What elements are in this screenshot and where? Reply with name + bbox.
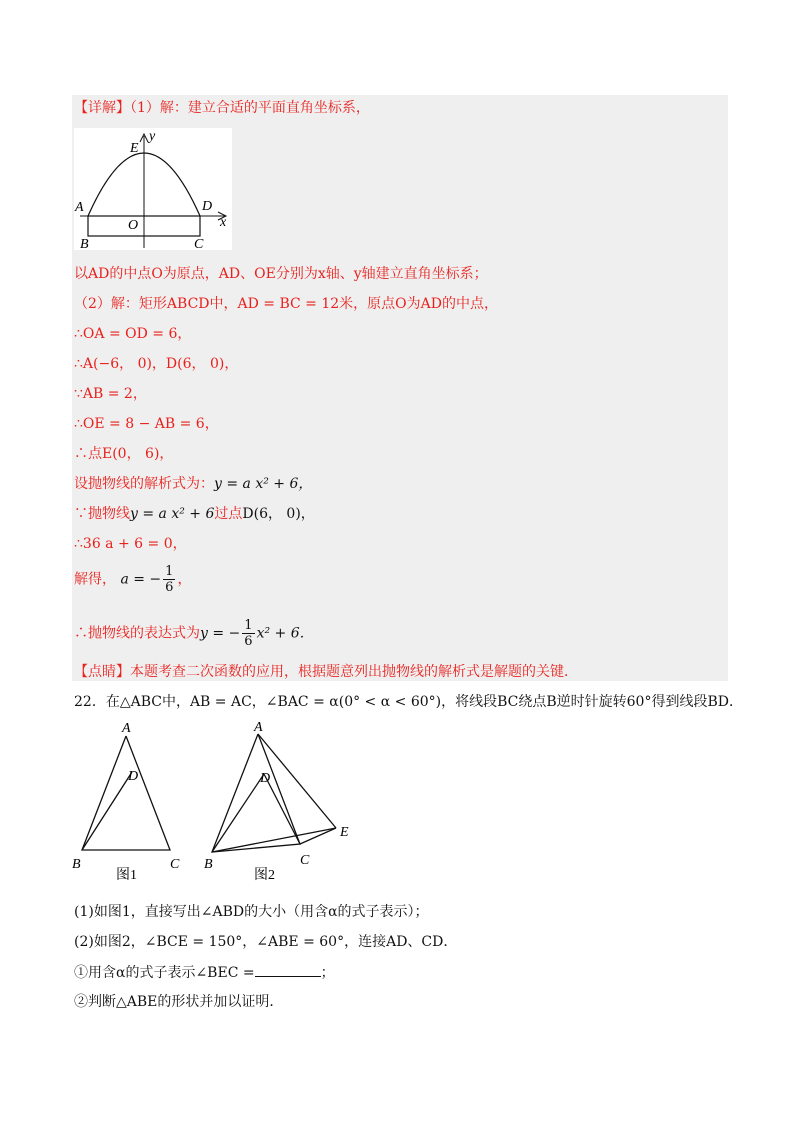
fig2-label-B: B — [204, 857, 213, 872]
fig2-caption: 图2 — [254, 868, 275, 883]
label-B: B — [80, 237, 89, 250]
label-C: C — [194, 237, 204, 250]
answer-blank[interactable] — [255, 962, 321, 977]
solution-ad-points-line: ∴A(−6， 0)，D(6， 0)， — [74, 356, 239, 372]
question-2: (2)如图2，∠BCE = 150°，∠ABE = 60°，连接AD、CD． — [74, 934, 458, 950]
label-E: E — [130, 141, 139, 156]
fig2-label-C: C — [300, 853, 310, 868]
solution-e-point-line: ∴点E(0， 6)， — [74, 446, 174, 462]
label-x: x — [220, 215, 227, 230]
fig1-caption: 图1 — [116, 868, 137, 883]
fig2-label-E: E — [340, 825, 349, 840]
triangle-figure-2 — [200, 716, 360, 884]
solution-comment-line: 【点睛】本题考查二次函数的应用，根据题意列出抛物线的解析式是解题的关键． — [74, 664, 578, 680]
solution-equation-line: ∴36 a + 6 = 0， — [74, 536, 187, 552]
solution-pass-line: ∵抛物线y = a x² + 6过点D(6， 0)， — [74, 506, 315, 522]
fig1-label-C: C — [170, 857, 180, 872]
fig2-label-D: D — [260, 771, 271, 786]
solution-part2-line: （2）解：矩形ABCD中，AD = BC = 12米，原点O为AD的中点， — [74, 296, 498, 312]
solution-expression-line: ∴抛物线的表达式为y = − $\frac{1}{6}$ x² + 6． — [74, 618, 314, 649]
question-1: (1)如图1，直接写出∠ABD的大小（用含α的式子表示）； — [74, 904, 429, 920]
problem-statement: 22．在△ABC中，AB = AC，∠BAC = α(0° < α < 60°)，将线段BC绕点B逆时针旋转60°得到线段BD． — [74, 694, 743, 710]
label-O: O — [128, 218, 139, 233]
label-D: D — [202, 199, 213, 214]
solution-coord-line: 以AD的中点O为原点，AD、OE分别为x轴、y轴建立直角坐标系； — [74, 266, 488, 282]
fig1-label-A: A — [122, 721, 131, 736]
solution-set-line: 设抛物线的解析式为：y = a x² + 6， — [74, 476, 313, 492]
question-2b: ②判断△ABE的形状并加以证明． — [74, 994, 284, 1010]
fraction-one-sixth-2: $\frac{1}{6}$ — [244, 618, 253, 649]
fig1-label-B: B — [72, 857, 81, 872]
parabola-figure — [74, 128, 232, 250]
fig1-label-D: D — [128, 769, 139, 784]
fraction-one-sixth: $\frac{1}{6}$ — [165, 564, 174, 595]
label-y: y — [149, 129, 156, 144]
triangle-figure-1 — [70, 716, 190, 884]
label-A: A — [75, 200, 84, 215]
solution-oa-line: ∴OA = OD = 6， — [74, 326, 192, 342]
solution-oe-line: ∴OE = 8 − AB = 6， — [74, 416, 219, 432]
fig2-label-A: A — [254, 720, 263, 735]
solution-ab-line: ∵AB = 2， — [74, 386, 147, 402]
solution-solve-line: 解得， a = − $\frac{1}{6}$ ， — [74, 564, 192, 595]
solution-part1-heading: 【详解】（1）解：建立合适的平面直角坐标系， — [74, 100, 370, 116]
question-2a: ①用含α的式子表示∠BEC = ； — [74, 962, 335, 983]
